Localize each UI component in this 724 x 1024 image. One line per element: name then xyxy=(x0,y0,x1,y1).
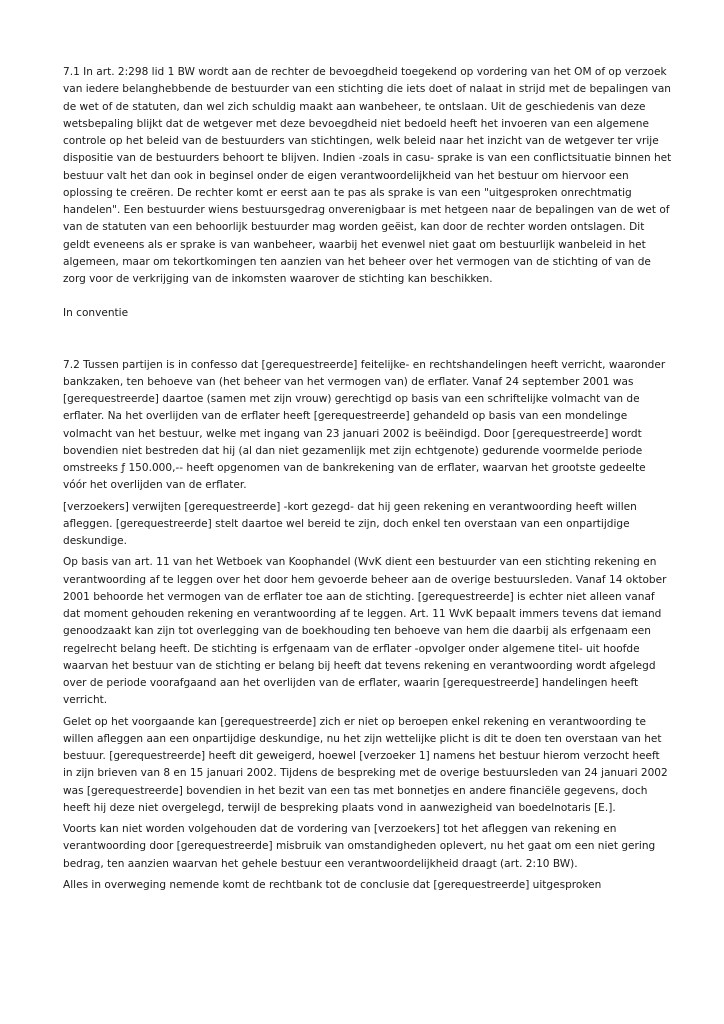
paragraph-7-2: 7.2 Tussen partijen is in confesso dat [gerequestreerde] feitelijke- en rechtshandelingen heeft verricht, waaronder bankzaken, ten behoeve van (het beheer van het vermogen van) de erflater. Vanaf 24 september 2001 was [gerequestreerde] daartoe (samen met zijn vrouw) gerechtigd op basis van een schriftelijke volmacht van de erflater. Na het overlijden van de erflater heeft [gerequestreerde] gehandeld op basis van een mondelinge volmacht van het bestuur, welke met ingang van 23 januari 2002 is beëindigd. Door [gerequestreerde] wordt bovendien niet bestreden dat hij (al dan niet gezamenlijk met zijn echtgenote) gedurende voormelde periode omstreeks ƒ 150.000,-- heeft opgenomen van de bankrekening van de erflater, waarvan het grootste gedeelte vóór het overlijden van de erflater. xyxy=(63,358,666,492)
paragraph-wvk: Op basis van art. 11 van het Wetboek van Koophandel (WvK dient een bestuurder van een stichting rekening en verantwoording af te leggen over het door hem gevoerde beheer aan de overige bestuursleden. Vanaf 14 oktober 2001 behoorde het vermogen van de erflater toe aan de stichting. [gerequestreerde] is echter niet alleen vanaf dat moment gehouden rekening en verantwoording af te leggen. Art. 11 WvK bepaalt immers tevens dat iemand genoodzaakt kan zijn tot overlegging van de boekhouding ten behoeve van hem die daarbij als erfgenaam een regelrecht belang heeft. De stichting is erfgenaam van de erflater -opvolger onder algemene titel- uit hoofde waarvan het bestuur van de stichting er belang bij heeft dat tevens rekening en verantwoording wordt afgelegd over de periode voorafgaand aan het overlijden van de erflater, waarin [gerequestreerde] handelingen heeft verricht. xyxy=(63,556,667,707)
paragraph-verwijten: [verzoekers] verwijten [gerequestreerde] -kort gezegd- dat hij geen rekening en verantwoording heeft willen afleggen. [gerequestreerde] stelt daartoe wel bereid te zijn, doch enkel ten overstaan van een onpartijdige deskundige. xyxy=(63,500,637,547)
paragraph-gelet: Gelet op het voorgaande kan [gerequestreerde] zich er niet op beroepen enkel rekening en verantwoording te willen afleggen aan een onpartijdige deskundige, nu het zijn wettelijke plicht is dit te doen ten overstaan van het bestuur. [gerequestreerde] heeft dit geweigerd, hoewel [verzoeker 1] namens het bestuur hierom verzocht heeft in zijn brieven van 8 en 15 januari 2002. Tijdens de bespreking met de overige bestuursleden van 24 januari 2002 was [gerequestreerde] bovendien in het bezit van een tas met bonnetjes en andere financiële gegevens, doch heeft hij deze niet overgelegd, terwijl de bespreking plaats vond in aanwezigheid van boedelnotaris [E.]. xyxy=(63,715,668,814)
paragraph-alles: Alles in overweging nemende komt de rechtbank tot de conclusie dat [gerequestreerde] uitgesproken xyxy=(63,878,602,891)
heading-in-conventie: In conventie xyxy=(63,307,129,320)
paragraph-voorts: Voorts kan niet worden volgehouden dat de vordering van [verzoekers] tot het afleggen van rekening en verantwoording door [gerequestreerde] misbruik van omstandigheden oplevert, nu het gaat om een niet gering bedrag, ten aanzien waarvan het gehele bestuur een verantwoordelijkheid draagt (art. 2:10 BW). xyxy=(63,823,656,870)
paragraph-7-1: 7.1 In art. 2:298 lid 1 BW wordt aan de rechter de bevoegdheid toegekend op vordering van het OM of op verzoek van iedere belanghebbende de bestuurder van een stichting die iets doet of nalaat in strijd met de bepalingen van de wet of de statuten, dan wel zich schuldig maakt aan wanbeheer, te ontslaan. Uit de geschiedenis van deze wetsbepaling blijkt dat de wetgever met deze bevoegdheid niet bedoeld heeft het invoeren van een algemene controle op het beleid van de bestuurders van stichtingen, welk beleid naar het inzicht van de wetgever ter vrije dispositie van de bestuurders behoort te blijven. Indien -zoals in casu- sprake is van een conflictsituatie binnen het bestuur valt het dan ook in beginsel onder de eigen verantwoordelijkheid van het bestuur om hiervoor een oplossing te creëren. De rechter komt er eerst aan te pas als sprake is van een "uitgesproken onrechtmatig handelen". Een bestuurder wiens bestuursgedrag onverenigbaar is met hetgeen naar de bepalingen van de wet of van de statuten van een behoorlijk bestuurder mag worden geëist, kan door de rechter worden ontslagen. Dit geldt eveneens als er sprake is van wanbeheer, waarbij het evenwel niet gaat om bestuurlijk wanbeleid in het algemeen, maar om tekortkomingen ten aanzien van het beheer over het vermogen van de stichting of van de zorg voor de verkrijging van de inkomsten waarover de stichting kan beschikken. xyxy=(63,66,672,285)
